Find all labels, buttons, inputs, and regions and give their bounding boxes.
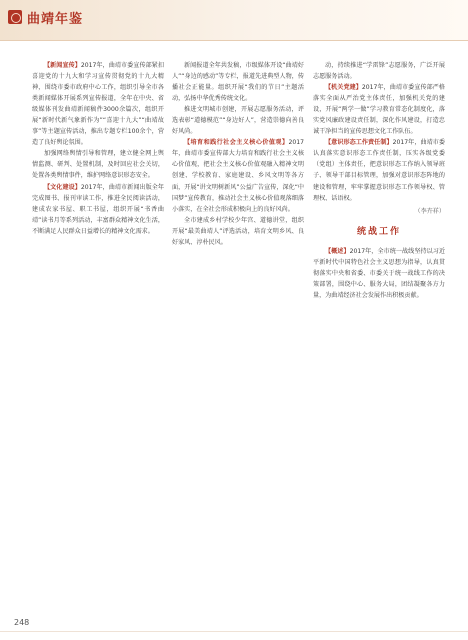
- yearbook-title: 曲靖年鉴: [27, 12, 84, 27]
- text-column-1: [32, 60, 164, 620]
- paragraph-text: 加强网络舆情引导和管理，建立健全网上舆情监测、研判、处置机制，及时回应社会关切，处置各类舆情事件，维护网络意识形态安全。: [32, 150, 164, 180]
- header-divider: [0, 40, 468, 41]
- paragraph: [172, 104, 304, 137]
- paragraph: [172, 137, 304, 214]
- section-heading: 【文化建设】: [44, 183, 81, 191]
- section-heading: 【培育和践行社会主义核心价值观】: [184, 139, 289, 147]
- section-heading: 【新闻宣传】: [44, 62, 81, 69]
- paragraph-text: 全市建成乡村学校少年宫、道德讲堂，组织开展“最美曲靖人”评选活动，培育文明乡风、良好家风、淳朴民风。: [172, 216, 304, 246]
- paragraph-text: 新闻报道全年共发稿，市级媒体开设“曲靖好人”“身边的感动”等专栏，报道先进典型人物，传播社会正能量。组织开展“我们的节日”主题活动，弘扬中华优秀传统文化。: [172, 62, 304, 103]
- yearbook-logo-icon: [8, 10, 22, 24]
- page-number: 248: [14, 618, 30, 627]
- paragraph-text: 2017年，曲靖市委宣传部紧扣喜迎党的十九大和学习宣传贯彻党的十九大精神，围绕市委市政府中心工作，组织引导全市各类新闻媒体开展系列宣传报道，全年在中央、省级媒体刊发曲靖新闻稿件3000余篇次，组织开展“新时代新气象新作为”“喜迎十九大”“曲靖故事”等主题宣传活动，推出专题专栏100余个，营造了良好舆论氛围。: [32, 62, 164, 147]
- paragraph: [32, 182, 164, 237]
- paragraph: [313, 246, 445, 301]
- section-title: 统战工作: [356, 226, 401, 237]
- author-signature: （李卉祥）: [414, 207, 445, 215]
- paragraph: [313, 82, 445, 137]
- paragraph-text: 2017年，曲靖市委宣传部大力培育和践行社会主义核心价值观，把社会主义核心价值观融入精神文明创建、学校教育、家庭建设、乡风文明等各方面，开展“讲文明树新风”公益广告宣传，深化“中国梦”宣传教育，推动社会主义核心价值观落细落小落实，在全社会形成积极向上的良好风尚。: [172, 139, 304, 213]
- section-heading: 【机关党建】: [325, 84, 362, 92]
- paragraph: [313, 60, 445, 82]
- paragraph: [32, 60, 164, 148]
- paragraph: [172, 60, 304, 104]
- paragraph: [313, 137, 445, 203]
- paragraph-text: 2017年，曲靖市新闻出版全年完成图书、报刊审读工作，推进全民阅读活动，建成农家书屋、职工书屋，组织开展“书香曲靖”读书月等系列活动，丰富群众精神文化生活，不断满足人民群众日益增长的精神文化需求。: [32, 183, 164, 235]
- text-column-2: [172, 60, 304, 620]
- footer-divider: [0, 631, 468, 632]
- paragraph: [172, 215, 304, 248]
- paragraph-text: 推进文明城市创建，开展志愿服务活动，评选表彰“道德模范”“身边好人”，营造崇德向善良好风尚。: [172, 106, 304, 136]
- section-heading: 【意识形态工作责任制】: [325, 139, 393, 147]
- paragraph: [32, 148, 164, 181]
- paragraph-text: 2017年，曲靖市委认真落实意识形态工作责任制，压实各级党委（党组）主体责任，把意识形态工作纳入领导班子、领导干部目标管理，加强对意识形态阵地的建设和管理，牢牢掌握意识形态工作领导权、管理权、话语权。: [313, 139, 445, 202]
- text-column-3: [313, 60, 445, 620]
- paragraph-text: 动，持续推进“学雷锋”志愿服务，广泛开展志愿服务活动。: [313, 62, 445, 81]
- section-heading: 【概述】: [325, 247, 350, 255]
- page-header: [0, 0, 468, 40]
- paragraph-text: 2017年，曲靖市委宣传部严格落实全面从严治党主体责任，加强机关党的建设，开展“两学一做”学习教育常态化制度化，落实党风廉政建设责任制，深化作风建设，打造忠诚干净担当的宣传思想文化工作队伍。: [313, 84, 445, 136]
- paragraph-text: 2017年，全市统一战线坚持以习近平新时代中国特色社会主义思想为指导，认真贯彻落实中央和省委、市委关于统一战线工作的决策部署，围绕中心、服务大局，团结凝聚各方力量，为曲靖经济社会发展作出积极贡献。: [313, 247, 445, 299]
